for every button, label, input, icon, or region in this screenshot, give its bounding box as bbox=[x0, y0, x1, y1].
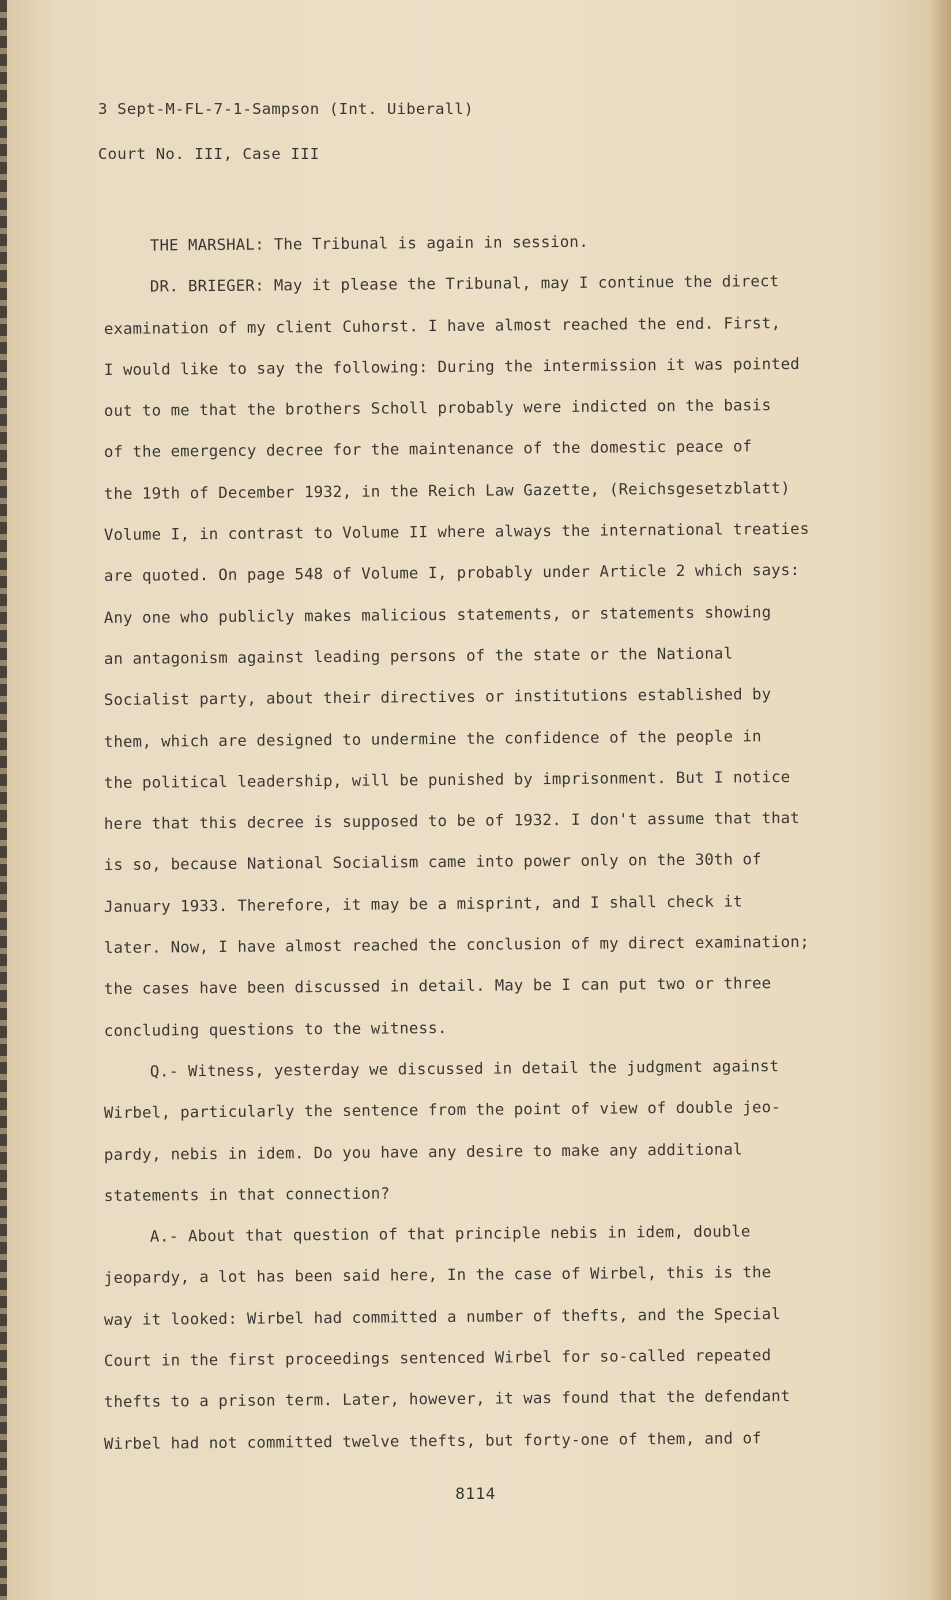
question-line: Q.- Witness, yesterday we discussed in detail the judgment against bbox=[149, 1057, 780, 1081]
transcript-line: them, which are designed to undermine the confidence of the people in bbox=[103, 726, 762, 751]
page-edge-shadow bbox=[929, 0, 951, 1600]
answer-line: A.- About that question of that principle nebis in idem, double bbox=[149, 1222, 751, 1246]
transcript-line: the political leadership, will be punished by imprisonment. But I notice bbox=[103, 767, 791, 792]
answer-line: jeopardy, a lot has been said here, In the case of Wirbel, this is the bbox=[103, 1263, 772, 1288]
transcript-line: Any one who publicly makes malicious statements, or statements showing bbox=[103, 602, 772, 627]
answer-line: Wirbel had not committed twelve thefts, but forty-one of them, and of bbox=[103, 1428, 762, 1453]
binding-edge bbox=[0, 0, 7, 1600]
court-case-line: Court No. III, Case III bbox=[98, 145, 320, 163]
transcript-line: THE MARSHAL: The Tribunal is again in session. bbox=[149, 232, 589, 255]
transcript-line: concluding questions to the witness. bbox=[103, 1018, 448, 1040]
transcript-line: the 19th of December 1932, in the Reich Law Gazette, (Reichsgesetzblatt) bbox=[103, 478, 791, 503]
transcript-line: are quoted. On page 548 of Volume I, probably under Article 2 which says: bbox=[103, 561, 800, 586]
transcript-line: here that this decree is supposed to be of 1932. I don't assume that that bbox=[103, 809, 800, 834]
question-line: Wirbel, particularly the sentence from the point of view of double jeo- bbox=[103, 1098, 781, 1123]
transcript-line: I would like to say the following: During the intermission it was pointed bbox=[103, 354, 800, 379]
transcript-line: is so, because National Socialism came into power only on the 30th of bbox=[103, 850, 762, 875]
transcript-line: later. Now, I have almost reached the conclusion of my direct examination; bbox=[103, 932, 810, 958]
transcript-line: the cases have been discussed in detail. May be I can put two or three bbox=[103, 974, 772, 999]
transcript-line: DR. BRIEGER: May it please the Tribunal, may I continue the direct bbox=[149, 272, 780, 296]
transcript-line: Socialist party, about their directives or institutions established by bbox=[103, 685, 772, 710]
transcript-line: January 1933. Therefore, it may be a misprint, and I shall check it bbox=[103, 892, 743, 916]
question-line: pardy, nebis in idem. Do you have any desire to make any additional bbox=[103, 1139, 743, 1164]
transcript-line: of the emergency decree for the maintenance of the domestic peace of bbox=[103, 437, 753, 462]
transcript-body bbox=[104, 226, 864, 1465]
document-reference-line: 3 Sept-M-FL-7-1-Sampson (Int. Uiberall) bbox=[98, 100, 474, 118]
transcript-line: examination of my client Cuhorst. I have almost reached the end. First, bbox=[103, 313, 781, 338]
answer-line: thefts to a prison term. Later, however, it was found that the defendant bbox=[103, 1387, 791, 1412]
answer-line: Court in the first proceedings sentenced Wirbel for so-called repeated bbox=[103, 1346, 772, 1371]
transcript-line: Volume I, in contrast to Volume II where always the international treaties bbox=[103, 519, 810, 545]
transcript-line: an antagonism against leading persons of the state or the National bbox=[103, 644, 734, 668]
transcript-line: out to me that the brothers Scholl probably were indicted on the basis bbox=[103, 396, 772, 421]
answer-line: way it looked: Wirbel had committed a number of thefts, and the Special bbox=[103, 1304, 781, 1329]
question-line: statements in that connection? bbox=[103, 1184, 391, 1205]
page-number: 8114 bbox=[455, 1484, 496, 1503]
